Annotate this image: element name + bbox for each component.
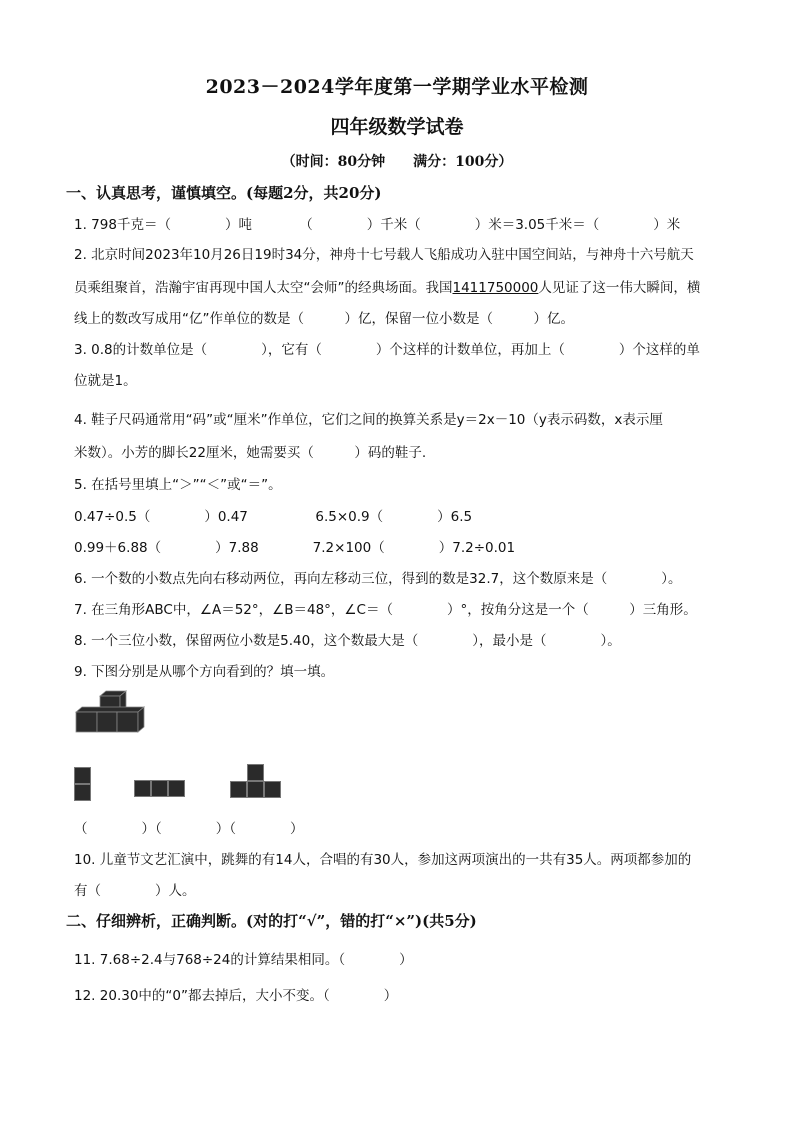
question-5-row-2: 0.99＋6.88（ ）7.88 7.2×100（ ）7.2÷0.01 bbox=[74, 540, 516, 556]
question-5: 5. 在括号里填上“＞”“＜”或“＝”。 bbox=[74, 477, 282, 493]
view-3-cube-right bbox=[264, 781, 281, 798]
question-1: 1. 798千克＝（ ）吨 （ ）千米（ ）米＝3.05千米＝（ ）米 bbox=[74, 217, 681, 233]
question-2-text-after: 人见证了这一伟大瞬间，横 bbox=[538, 280, 701, 296]
view-2-cube-1 bbox=[134, 780, 151, 797]
question-6: 6. 一个数的小数点先向右移动两位，再向左移动三位，得到的数是32.7，这个数原来是（ ）。 bbox=[74, 571, 682, 587]
exam-title: 2023－2024学年度第一学期学业水平检测 bbox=[205, 76, 589, 98]
question-2-underlined-number: 1411750000 bbox=[452, 280, 539, 296]
question-2-text: 员乘组聚首，浩瀚宇宙再现中国人太空“会师”的经典场面。我国 bbox=[74, 280, 453, 296]
cube-stack-figure bbox=[74, 690, 152, 740]
question-9-answers: （ ）（ ）（ ） bbox=[74, 821, 304, 837]
question-3-line-1: 3. 0.8的计数单位是（ ），它有（ ）个这样的计数单位，再加上（ ）个这样的单 bbox=[74, 342, 700, 358]
question-7: 7. 在三角形ABC中，∠A＝52°，∠B＝48°，∠C＝（ ）°，按角分这是一个（ ）三角形。 bbox=[74, 602, 697, 618]
section-2-heading: 二、仔细辨析，正确判断。(对的打“√”，错的打“×”)(共5分) bbox=[66, 912, 477, 930]
view-2-figure bbox=[134, 780, 185, 797]
view-3-cube-left bbox=[230, 781, 247, 798]
question-12: 12. 20.30中的“0”都去掉后，大小不变。（ ） bbox=[74, 988, 398, 1004]
question-2-line-3: 线上的数改写成用“亿”作单位的数是（ ）亿，保留一位小数是（ ）亿。 bbox=[74, 311, 574, 327]
view-3-cube-top bbox=[247, 764, 264, 781]
question-10-line-2: 有（ ）人。 bbox=[74, 883, 196, 899]
question-4-line-1: 4. 鞋子尺码通常用“码”或“厘米”作单位，它们之间的换算关系是y＝2x－10（y表示码数，x表示厘 bbox=[74, 412, 663, 428]
question-2-line-2 bbox=[74, 276, 700, 296]
question-4-line-2: 米数）。小芳的脚长22厘米，她需要买（ ）码的鞋子. bbox=[74, 445, 427, 461]
question-10-line-1: 10. 儿童节文艺汇演中，跳舞的有14人，合唱的有30人，参加这两项演出的一共有35人。两项都参加的 bbox=[74, 852, 692, 868]
question-5-row-1: 0.47÷0.5（ ）0.47 6.5×0.9（ ）6.5 bbox=[74, 509, 473, 525]
question-2-line-1: 2. 北京时间2023年10月26日19时34分，神舟十七号载人飞船成功入驻中国空间站，与神舟十六号航天 bbox=[74, 247, 694, 263]
view-3-cube-middle bbox=[247, 781, 264, 798]
view-3-figure bbox=[230, 764, 281, 798]
question-9: 9. 下图分别是从哪个方向看到的？填一填。 bbox=[74, 664, 335, 680]
question-3-line-2: 位就是1。 bbox=[74, 373, 137, 389]
question-11: 11. 7.68÷2.4与768÷24的计算结果相同。（ ） bbox=[74, 952, 413, 968]
section-1-heading: 一、认真思考，谨慎填空。(每题2分，共20分) bbox=[66, 184, 382, 202]
view-2-cube-3 bbox=[168, 780, 185, 797]
cube-stack-drawing bbox=[74, 690, 152, 740]
view-2-cube-2 bbox=[151, 780, 168, 797]
exam-info: （时间：80分钟 满分：100分） bbox=[281, 154, 513, 170]
question-8: 8. 一个三位小数，保留两位小数是5.40，这个数最大是（ ），最小是（ ）。 bbox=[74, 633, 621, 649]
view-1-figure bbox=[74, 767, 91, 801]
view-1-cube-top bbox=[74, 767, 91, 784]
view-1-cube-bottom bbox=[74, 784, 91, 801]
exam-subtitle: 四年级数学试卷 bbox=[330, 116, 464, 138]
